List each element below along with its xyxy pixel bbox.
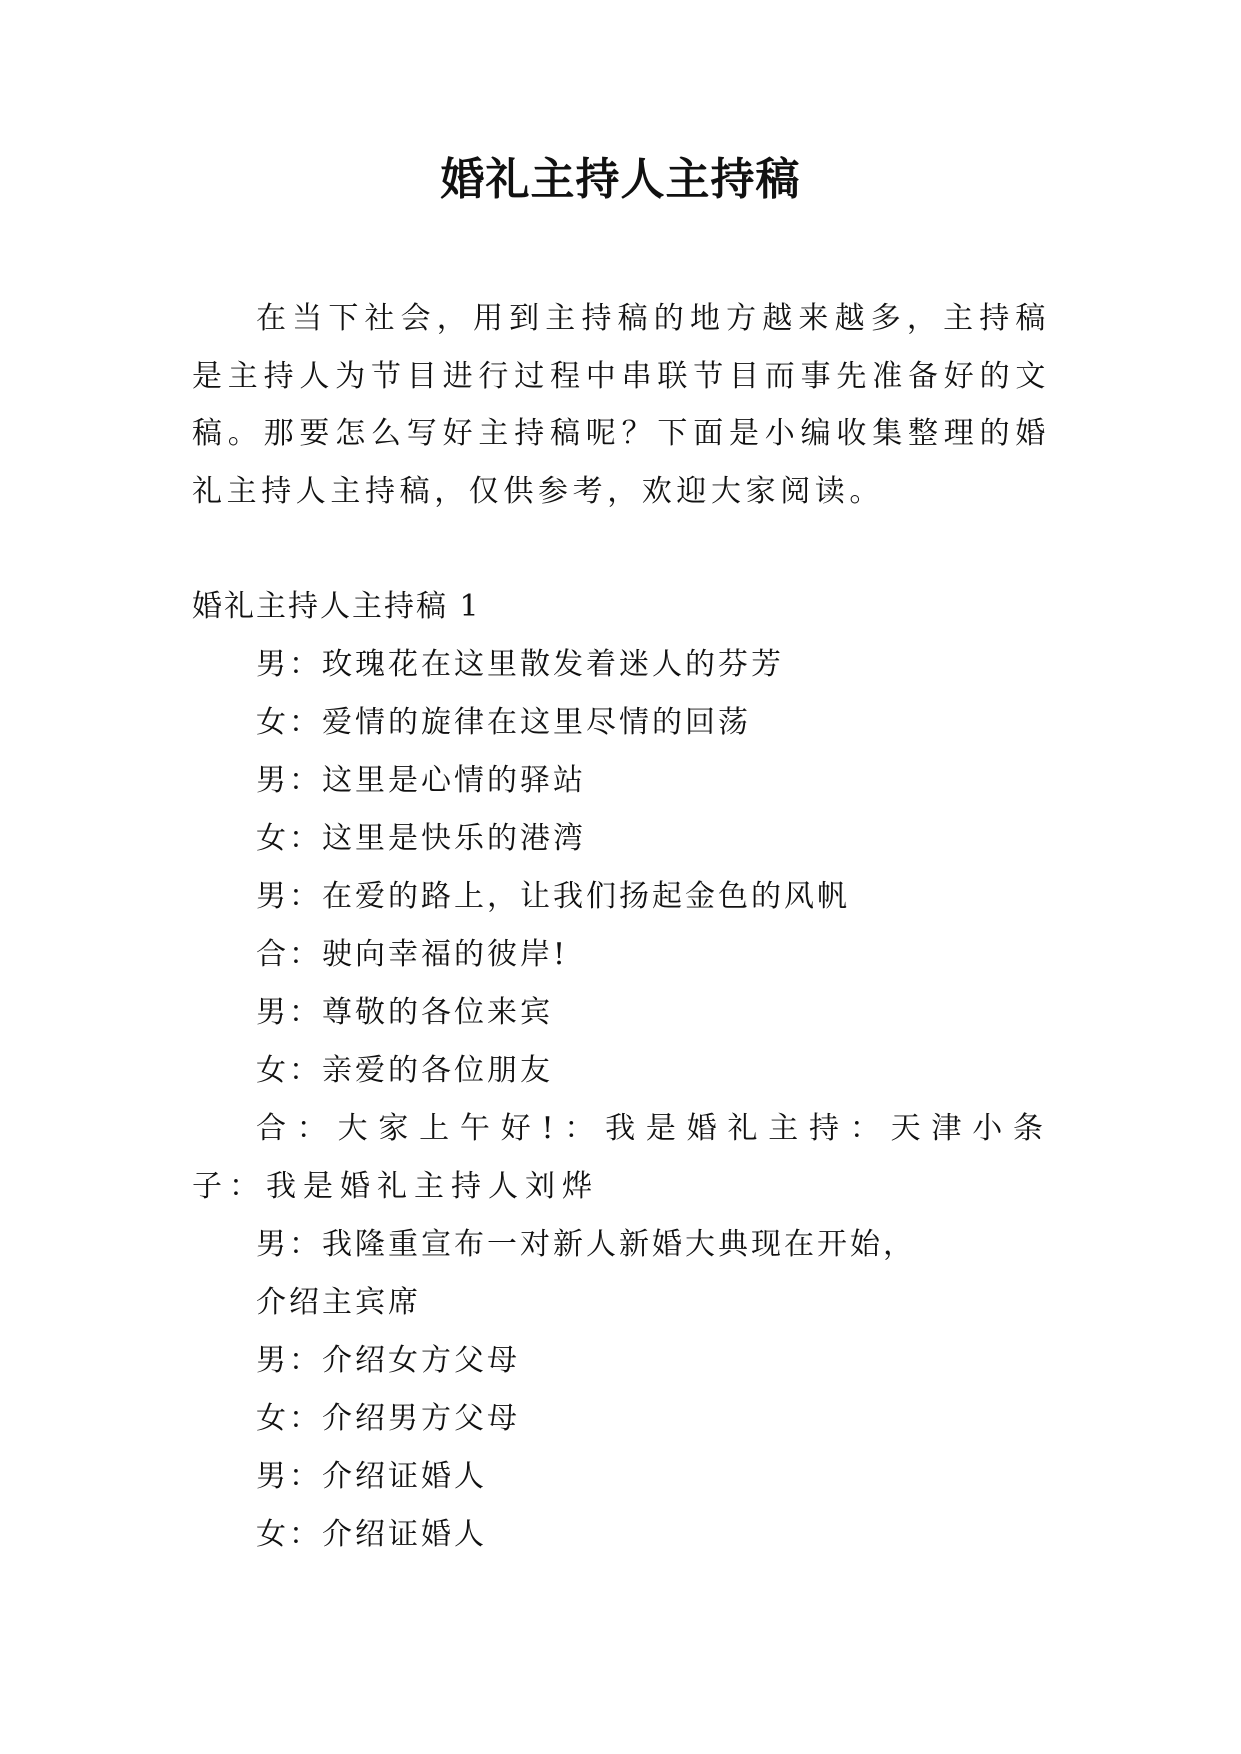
script-line: 介绍主宾席 [256,1285,421,1320]
script-line: 女：亲爱的各位朋友 [256,1053,553,1088]
script-line: 合：驶向幸福的彼岸! [256,937,569,972]
script-line: 男：尊敬的各位来宾 [256,995,553,1030]
document-title: 婚礼主持人主持稿 [440,154,801,205]
script-line: 男：在爱的路上，让我们扬起金色的风帆 [256,879,850,914]
script-line: 男：介绍证婚人 [256,1459,487,1494]
script-lines [192,636,1050,1564]
script-line: 合：大家上午好!：我是婚礼主持：天津小条子：我是婚礼主持人刘烨 [192,1111,1050,1204]
intro-paragraph: 在当下社会，用到主持稿的地方越来越多，主持稿是主持人为节目进行过程中串联节目而事先准备好的文稿。那要怎么写好主持稿呢？下面是小编收集整理的婚礼主持人主持稿，仅供参考，欢迎大家阅读。 [192,301,1050,509]
script-line: 男：玫瑰花在这里散发着迷人的芬芳 [256,647,784,682]
script-line: 女：这里是快乐的港湾 [256,821,586,856]
script-line: 女：爱情的旋律在这里尽情的回荡 [256,705,751,740]
section-heading: 婚礼主持人主持稿 1 [192,589,481,624]
script-line: 男：介绍女方父母 [256,1343,520,1378]
script-line: 男：我隆重宣布一对新人新婚大典现在开始， [256,1227,916,1262]
script-line: 女：介绍证婚人 [256,1517,487,1552]
script-line: 男：这里是心情的驿站 [256,763,586,798]
script-line: 女：介绍男方父母 [256,1401,520,1436]
